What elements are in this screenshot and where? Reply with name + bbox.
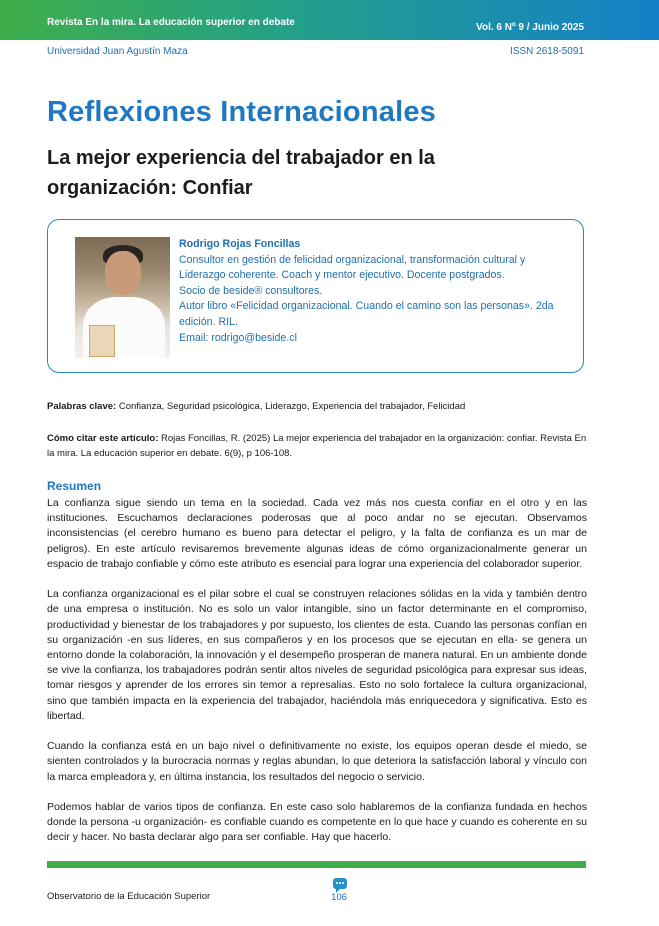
issn: ISSN 2618-5091 — [510, 46, 584, 57]
article-title: La mejor experiencia del trabajador en la organización: Confiar — [47, 147, 435, 199]
footer-observatorio: Observatorio de la Educación Superior — [47, 891, 211, 902]
resumen-heading: Resumen — [47, 479, 102, 493]
paragraph: Cuando la confianza está en un bajo nivel o definitivamente no existe, los equipos operan desde el miedo, se sienten controlados y la burocracia normas y reglas abundan, lo que deteriora la satisfacción laboral y vínculo con la marca empleadora y, en última instancia, los resultados del negocio o servicio. — [47, 740, 587, 783]
journal-name: Revista En la mira. La educación superior en debate — [47, 17, 295, 28]
paragraph: La confianza sigue siendo un tema en la sociedad. Cada vez más nos cuesta confiar en el otro y en las instituciones. Escuchamos declaraciones poderosas que al poco andar no se ejecutan. Observamos inconsistencias (el cerebro humano es bueno para detectar el peligro, y la falta de confianza es un mar de peligros). En este artículo revisaremos brevemente algunas ideas de cómo organizacionalmente generar un espacio de trabajo confiable y cómo este atributo es esencial para lograr una experiencia del colaborador superior. — [47, 497, 587, 570]
author-bio-line: Consultor en gestión de felicidad organizacional, transformación cultural y Liderazgo coherente. Coach y mentor ejecutivo. Docente postgrados. — [179, 253, 526, 282]
author-photo — [75, 237, 170, 358]
author-bio-line: Autor libro «Felicidad organizacional. Cuando el camino son las personas». 2da edición. RIL. — [179, 300, 554, 328]
article-body — [47, 496, 587, 861]
author-box — [47, 219, 584, 373]
citation-label: Cómo citar este artículo: — [47, 433, 159, 444]
paragraph: Podemos hablar de varios tipos de confianza. En este caso solo hablaremos de la confianza fundada en hechos donde la persona -u organización- es confiable cuando es competente en lo que hace y cuando es coherente en su decir y hacer. No basta declarar algo para ser confiable. Hay que hacerlo. — [47, 801, 587, 844]
citation-text: Rojas Foncillas, R. (2025) La mejor experiencia del trabajador en la organización: confiar. Revista En la mira. La educación superior en debate. 6(9), p 106-108. — [47, 433, 587, 459]
author-name: Rodrigo Rojas Foncillas — [179, 238, 301, 250]
footer-divider — [47, 861, 586, 868]
page-number: 106 — [331, 892, 347, 903]
keywords-label: Palabras clave: — [47, 401, 117, 412]
volume-info: Vol. 6 Nº 9 / Junio 2025 — [476, 22, 584, 33]
keywords-text: Confianza, Seguridad psicológica, Liderazgo, Experiencia del trabajador, Felicidad — [116, 401, 466, 412]
keywords — [47, 400, 587, 414]
author-bio-line: Socio de beside® consultores. — [179, 284, 323, 297]
university-name: Universidad Juan Agustín Maza — [47, 46, 188, 57]
author-email[interactable]: Email: rodrigo@beside.cl — [179, 331, 297, 344]
paragraph: La confianza organizacional es el pilar sobre el cual se construyen relaciones sólidas en la vida y también dentro de una empresa o institución. No es solo un valor intangible, sino un factor determinante en el compromiso, productividad y bienestar de los trabajadores y por supuesto, los clientes de esta. Cuando las personas confían en su organización -en sus líderes, en sus compañeros y en los procesos que se ejecutan en ella- se genera un entorno donde la colaboración, la innovación y el desempeño prosperan de manera natural. En un ambiente donde se vive la confianza, los trabajadores podrán sentir altos niveles de seguridad psicológica para expresar sus ideas, tomar riesgos y aprender de los errores sin temor a represalias. Esto no solo fortalece la cultura organizacional, sino que también impacta en la experiencia del trabajador, haciéndola más enriquecedora y significativa. Esto es libertad. — [47, 588, 587, 722]
chat-bubble-icon — [333, 878, 347, 889]
section-title: Reflexiones Internacionales — [47, 96, 436, 128]
header-bar — [0, 0, 659, 40]
citation — [47, 431, 587, 461]
author-info — [179, 237, 569, 346]
